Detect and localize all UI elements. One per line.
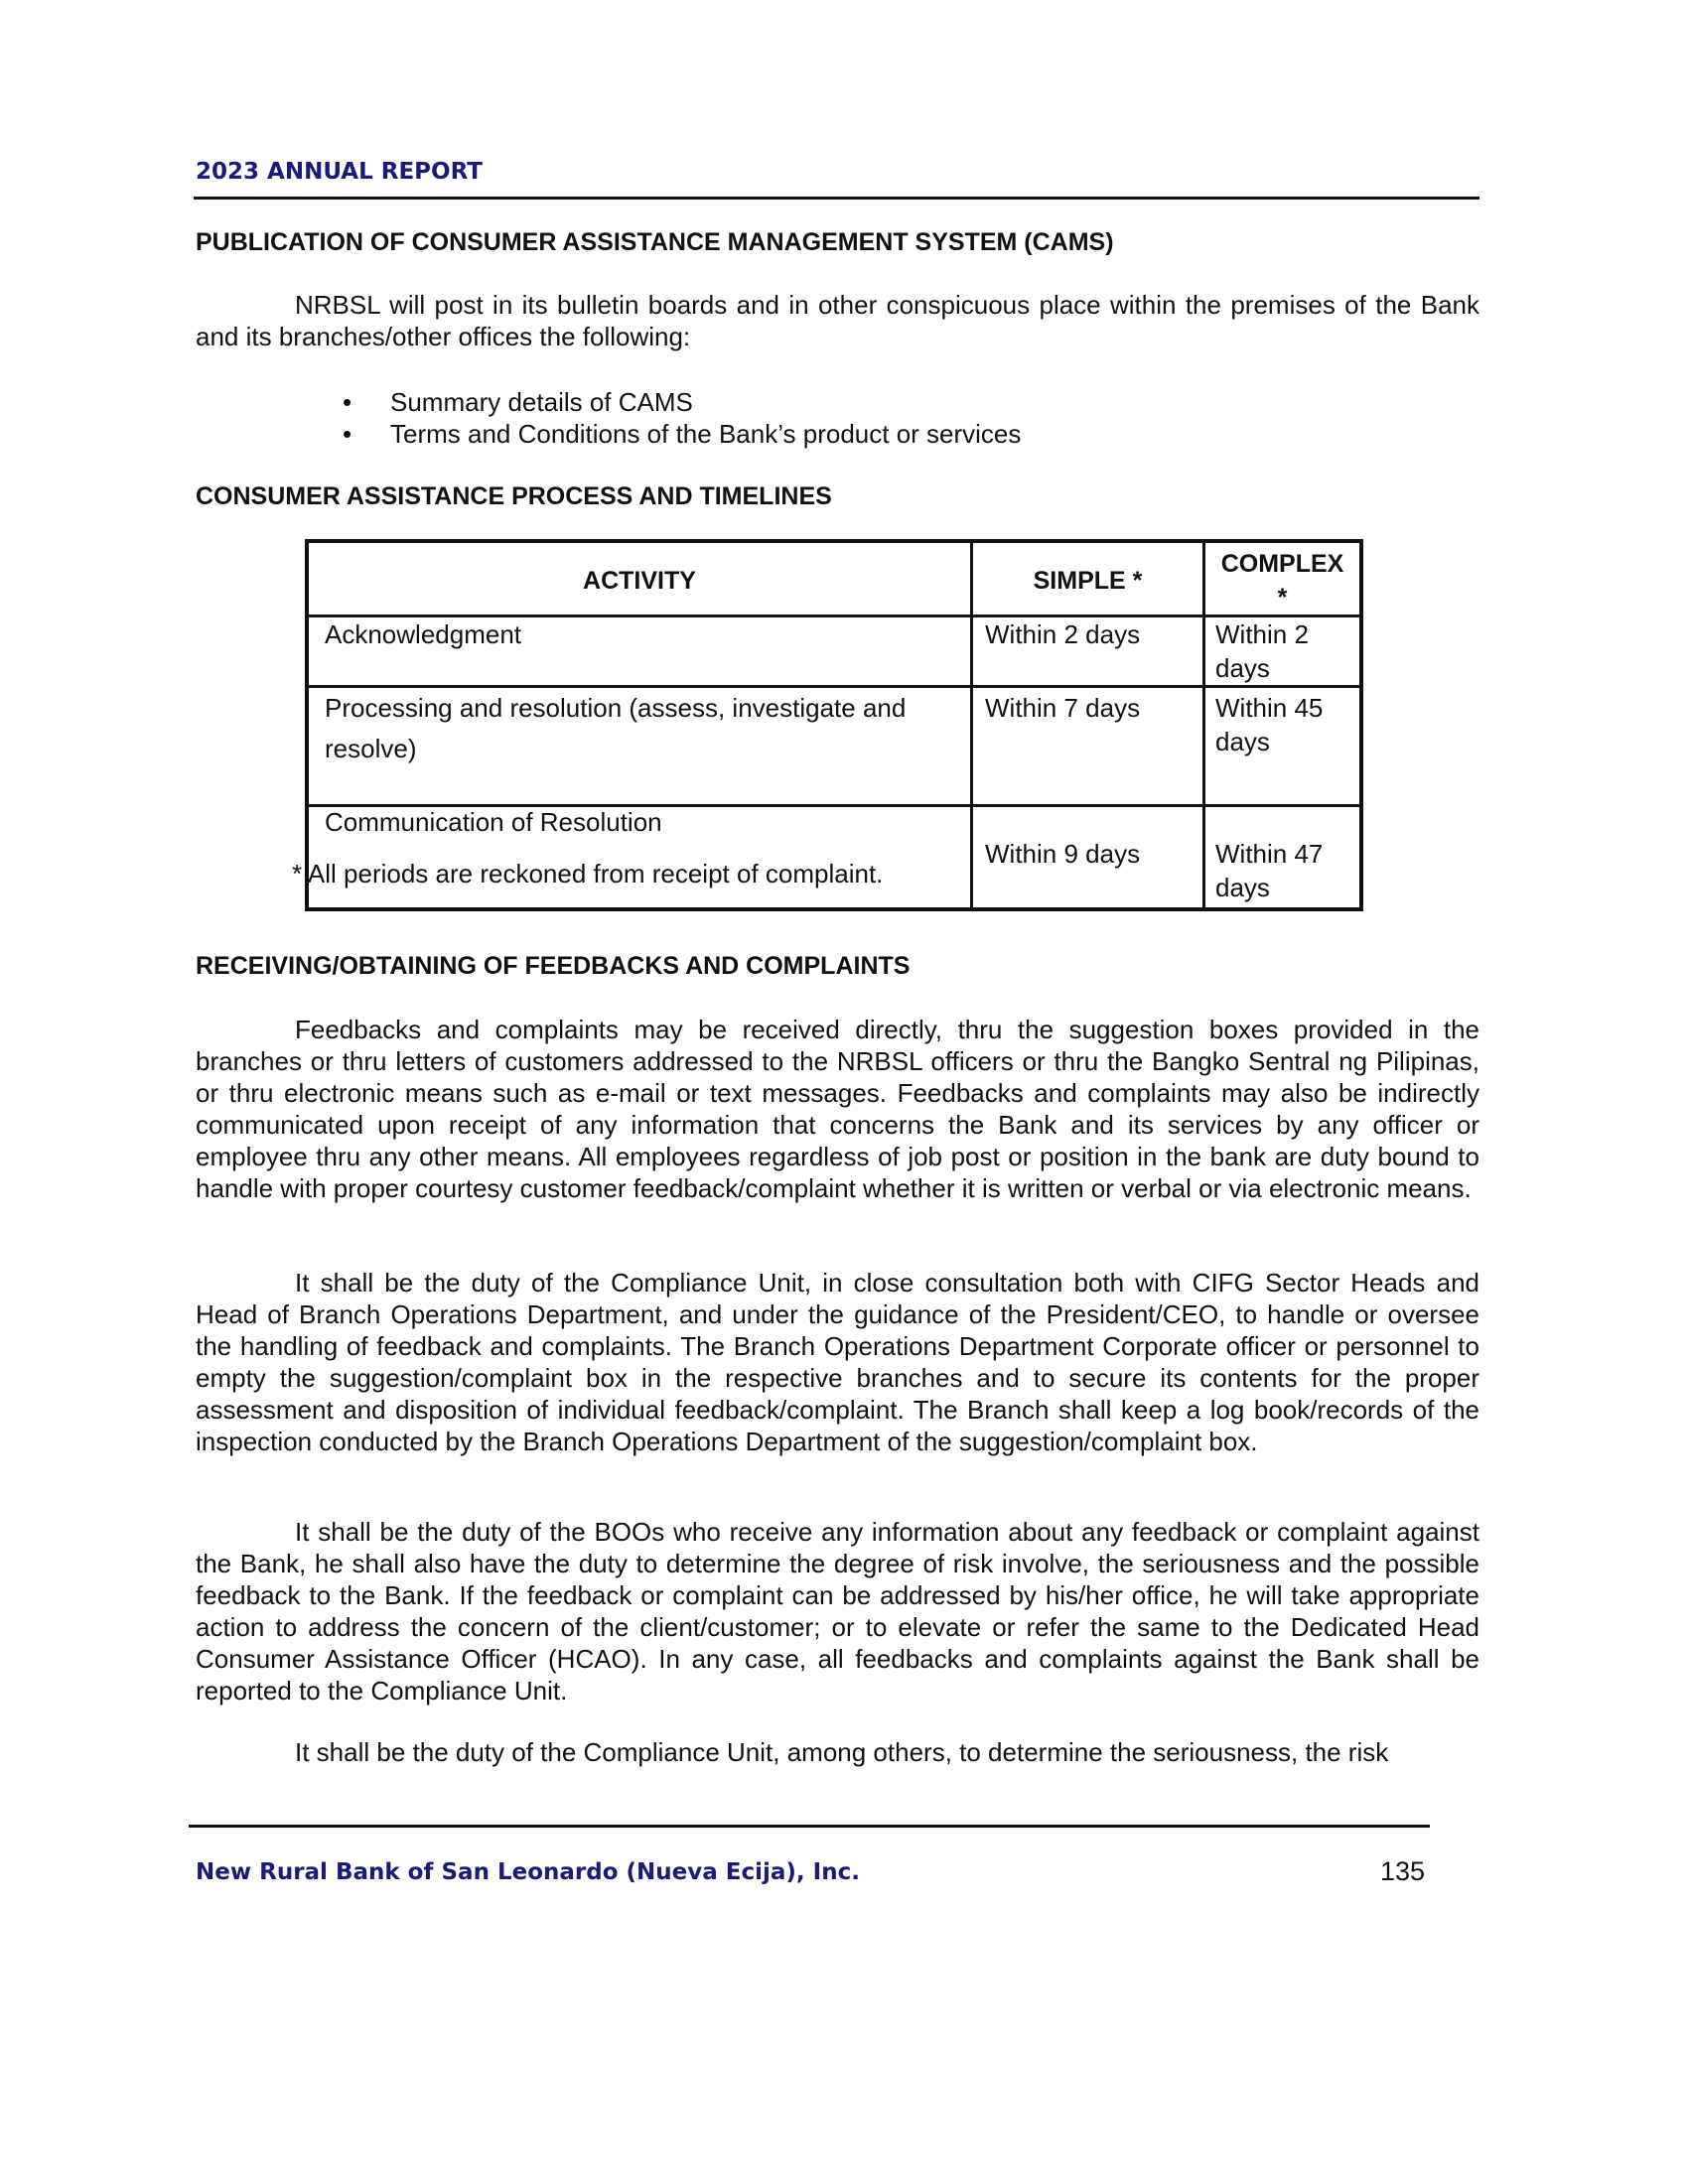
- table-cell: Within 45 days: [1204, 687, 1362, 806]
- paragraph-text: NRBSL will post in its bulletin boards and in other conspicuous place within the premises of the Bank and its branches/other offices the following:: [196, 290, 1479, 351]
- bullet-item: [343, 418, 1021, 450]
- bullet-text: Terms and Conditions of the Bank’s product or services: [390, 419, 1022, 449]
- header-divider: [194, 197, 1479, 200]
- report-header-title: 2023 ANNUAL REPORT: [196, 159, 483, 185]
- table-footnote: * All periods are reckoned from receipt of complaint.: [292, 859, 884, 888]
- column-header-simple: SIMPLE *: [972, 541, 1204, 616]
- table-cell: Within 9 days: [972, 806, 1204, 909]
- footer-organization: New Rural Bank of San Leonardo (Nueva Ecija), Inc.: [196, 1859, 860, 1885]
- paragraph-cams-publication: [196, 289, 1479, 352]
- page-number: 135: [1379, 1856, 1425, 1886]
- section-title-cams-publication: PUBLICATION OF CONSUMER ASSISTANCE MANAGEMENT SYSTEM (CAMS): [196, 228, 1114, 256]
- table-row: [307, 616, 1361, 687]
- table-cell: Acknowledgment: [307, 616, 972, 687]
- bullet-item: [343, 386, 693, 418]
- paragraph-text: It shall be the duty of the Compliance Unit, in close consultation both with CIFG Sector Heads and Head of Branch Operations Department, and under the guidance of the President/CEO, to handle or oversee the handling of feedback and complaints. The Branch Operations Department Corporate officer or personnel to empty the suggestion/complaint box in the respective branches and to secure its contents for the proper assessment and disposition of individual feedback/complaint. The Branch shall keep a log book/records of the inspection conducted by the Branch Operations Department of the suggestion/complaint box.: [196, 1268, 1479, 1456]
- column-header-activity: ACTIVITY: [307, 541, 972, 616]
- paragraph-compliance-seriousness: [196, 1736, 1479, 1768]
- paragraph-text: Feedbacks and complaints may be received directly, thru the suggestion boxes provided in the branches or thru letters of customers addressed to the NRBSL officers or thru the Bangko Sentral ng Pilipinas, or thru electronic means such as e-mail or text messages. Feedbacks and complaints may also be indirectly communicated upon receipt of any information that concerns the Bank and its services by any officer or employee thru any other means. All employees regardless of job post or position in the bank are duty bound to handle with proper courtesy customer feedback/complaint whether it is written or verbal or via electronic means.: [196, 1015, 1479, 1203]
- table-cell: Within 2 days: [1204, 616, 1362, 687]
- table-cell: Communication of Resolution: [307, 806, 972, 909]
- paragraph-boo-duty: [196, 1516, 1479, 1706]
- column-header-complex: COMPLEX *: [1204, 541, 1362, 616]
- table-row: [307, 806, 1361, 909]
- section-title-feedbacks-complaints: RECEIVING/OBTAINING OF FEEDBACKS AND COMPLAINTS: [196, 952, 911, 980]
- paragraph-text: It shall be the duty of the Compliance Unit, among others, to determine the seriousness, the risk: [295, 1737, 1389, 1767]
- paragraph-text: It shall be the duty of the BOOs who receive any information about any feedback or complaint against the Bank, he shall also have the duty to determine the degree of risk involve, the seriousness and the possible feedback to the Bank. If the feedback or complaint can be addressed by his/her office, he will take appropriate action to address the concern of the client/customer; or to elevate or refer the same to the Dedicated Head Consumer Assistance Officer (HCAO). In any case, all feedbacks and complaints against the Bank shall be reported to the Compliance Unit.: [196, 1517, 1479, 1706]
- footer-divider: [189, 1825, 1430, 1828]
- table-cell: Within 47 days: [1204, 806, 1362, 909]
- section-title-process-timelines: CONSUMER ASSISTANCE PROCESS AND TIMELINES: [196, 482, 832, 510]
- table-cell: Processing and resolution (assess, investigate and resolve): [307, 687, 972, 806]
- paragraph-compliance-duty: [196, 1267, 1479, 1457]
- paragraph-receiving-feedback: [196, 1014, 1479, 1204]
- timelines-table: [305, 539, 1363, 911]
- table-cell: Within 2 days: [972, 616, 1204, 687]
- bullet-icon: •: [343, 419, 352, 449]
- table-cell: Within 7 days: [972, 687, 1204, 806]
- bullet-text: Summary details of CAMS: [390, 387, 693, 417]
- table-row: [307, 687, 1361, 806]
- table-header-row: [307, 541, 1361, 616]
- bullet-icon: •: [343, 387, 352, 417]
